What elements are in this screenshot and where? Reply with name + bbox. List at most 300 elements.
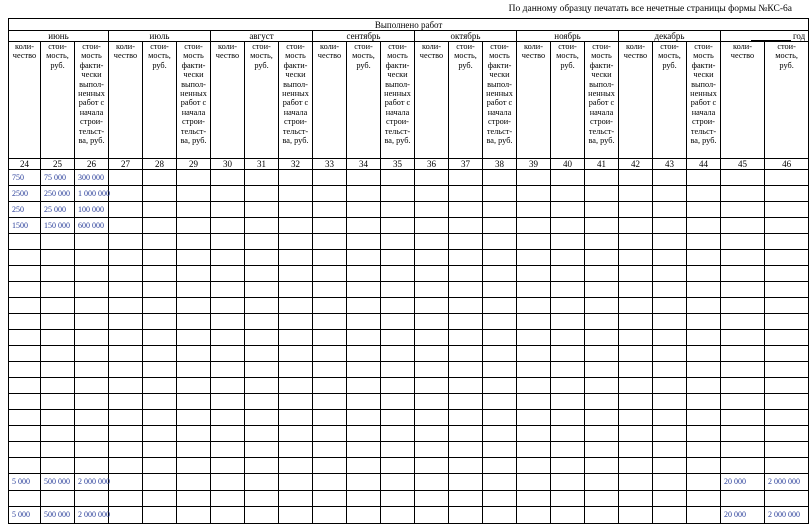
table-cell[interactable]	[245, 330, 279, 346]
table-cell[interactable]	[41, 426, 75, 442]
table-cell[interactable]	[177, 394, 211, 410]
table-cell[interactable]	[449, 282, 483, 298]
table-cell[interactable]	[721, 314, 765, 330]
table-cell[interactable]	[619, 410, 653, 426]
table-cell[interactable]	[177, 507, 211, 524]
table-cell[interactable]	[551, 458, 585, 474]
table-cell[interactable]	[765, 426, 809, 442]
table-cell[interactable]	[279, 394, 313, 410]
table-cell[interactable]	[41, 234, 75, 250]
table-cell[interactable]	[177, 266, 211, 282]
table-cell[interactable]	[211, 282, 245, 298]
table-cell[interactable]	[415, 394, 449, 410]
table-cell[interactable]	[41, 491, 75, 507]
table-cell[interactable]	[143, 314, 177, 330]
table-cell[interactable]	[313, 507, 347, 524]
table-cell[interactable]	[687, 394, 721, 410]
table-cell[interactable]	[619, 298, 653, 314]
table-cell[interactable]	[381, 218, 415, 234]
table-cell[interactable]	[687, 491, 721, 507]
table-cell[interactable]	[483, 282, 517, 298]
table-cell[interactable]	[9, 491, 41, 507]
table-cell[interactable]	[347, 218, 381, 234]
table-cell[interactable]	[415, 170, 449, 186]
table-cell[interactable]	[449, 474, 483, 491]
table-cell[interactable]	[551, 314, 585, 330]
table-cell[interactable]	[211, 491, 245, 507]
table-cell[interactable]: 5 000	[9, 474, 41, 491]
table-cell[interactable]	[619, 426, 653, 442]
table-cell[interactable]	[619, 474, 653, 491]
table-cell[interactable]	[245, 474, 279, 491]
table-cell[interactable]	[143, 394, 177, 410]
table-cell[interactable]	[653, 507, 687, 524]
table-cell[interactable]	[177, 362, 211, 378]
table-cell[interactable]	[721, 330, 765, 346]
table-cell[interactable]	[721, 491, 765, 507]
table-cell[interactable]	[585, 330, 619, 346]
table-cell[interactable]	[143, 266, 177, 282]
table-cell[interactable]	[347, 282, 381, 298]
table-cell[interactable]	[279, 491, 313, 507]
table-cell[interactable]	[109, 378, 143, 394]
table-cell[interactable]	[585, 234, 619, 250]
table-cell[interactable]	[551, 250, 585, 266]
table-cell[interactable]	[347, 170, 381, 186]
table-cell[interactable]	[109, 250, 143, 266]
table-cell[interactable]	[765, 362, 809, 378]
table-cell[interactable]	[75, 426, 109, 442]
table-cell[interactable]	[211, 266, 245, 282]
table-cell[interactable]	[313, 458, 347, 474]
table-cell[interactable]	[143, 378, 177, 394]
table-cell[interactable]	[177, 186, 211, 202]
table-cell[interactable]	[687, 218, 721, 234]
table-cell[interactable]	[721, 458, 765, 474]
table-cell[interactable]	[653, 426, 687, 442]
table-cell[interactable]: 1 000 000	[75, 186, 109, 202]
table-cell[interactable]	[483, 314, 517, 330]
table-cell[interactable]	[109, 507, 143, 524]
table-cell[interactable]	[143, 234, 177, 250]
table-cell[interactable]	[381, 202, 415, 218]
table-cell[interactable]	[483, 507, 517, 524]
table-cell[interactable]	[313, 378, 347, 394]
table-cell[interactable]	[765, 170, 809, 186]
table-cell[interactable]	[347, 250, 381, 266]
table-cell[interactable]	[449, 346, 483, 362]
table-cell[interactable]	[143, 426, 177, 442]
table-cell[interactable]	[313, 282, 347, 298]
table-cell[interactable]	[517, 378, 551, 394]
table-cell[interactable]	[347, 186, 381, 202]
table-cell[interactable]	[9, 362, 41, 378]
table-cell[interactable]	[143, 250, 177, 266]
table-cell[interactable]	[517, 491, 551, 507]
table-cell[interactable]	[721, 266, 765, 282]
table-cell[interactable]	[619, 362, 653, 378]
table-cell[interactable]	[765, 282, 809, 298]
table-cell[interactable]	[75, 442, 109, 458]
table-cell[interactable]	[75, 362, 109, 378]
table-cell[interactable]	[41, 250, 75, 266]
table-cell[interactable]	[619, 458, 653, 474]
table-cell[interactable]: 1500	[9, 218, 41, 234]
table-cell[interactable]	[517, 346, 551, 362]
table-cell[interactable]	[109, 330, 143, 346]
table-cell[interactable]	[449, 378, 483, 394]
table-cell[interactable]	[313, 491, 347, 507]
table-cell[interactable]	[313, 330, 347, 346]
table-cell[interactable]	[347, 378, 381, 394]
table-cell[interactable]	[517, 362, 551, 378]
table-cell[interactable]	[279, 298, 313, 314]
table-cell[interactable]	[313, 202, 347, 218]
table-cell[interactable]	[765, 250, 809, 266]
table-cell[interactable]	[75, 314, 109, 330]
table-cell[interactable]	[517, 282, 551, 298]
table-cell[interactable]	[517, 426, 551, 442]
table-cell[interactable]	[765, 330, 809, 346]
table-cell[interactable]	[653, 491, 687, 507]
table-cell[interactable]	[765, 346, 809, 362]
table-cell[interactable]	[313, 474, 347, 491]
table-cell[interactable]	[687, 170, 721, 186]
table-cell[interactable]	[9, 298, 41, 314]
table-cell[interactable]	[449, 362, 483, 378]
table-cell[interactable]: 2 000 000	[75, 507, 109, 524]
table-cell[interactable]	[9, 314, 41, 330]
table-cell[interactable]	[381, 394, 415, 410]
table-cell[interactable]	[449, 458, 483, 474]
table-cell[interactable]	[415, 458, 449, 474]
table-cell[interactable]	[449, 234, 483, 250]
table-cell[interactable]	[9, 282, 41, 298]
table-cell[interactable]	[415, 282, 449, 298]
table-cell[interactable]	[279, 218, 313, 234]
table-cell[interactable]	[41, 282, 75, 298]
table-cell[interactable]	[415, 314, 449, 330]
table-cell[interactable]	[653, 410, 687, 426]
table-cell[interactable]	[653, 362, 687, 378]
table-cell[interactable]	[41, 442, 75, 458]
table-cell[interactable]	[449, 410, 483, 426]
table-cell[interactable]	[619, 442, 653, 458]
table-cell[interactable]: 600 000	[75, 218, 109, 234]
table-cell[interactable]	[585, 507, 619, 524]
table-cell[interactable]	[109, 202, 143, 218]
table-cell[interactable]	[551, 298, 585, 314]
table-cell[interactable]	[279, 282, 313, 298]
table-cell[interactable]	[585, 442, 619, 458]
table-cell[interactable]	[381, 491, 415, 507]
table-cell[interactable]	[687, 186, 721, 202]
table-cell[interactable]	[551, 410, 585, 426]
table-cell[interactable]	[347, 426, 381, 442]
table-cell[interactable]	[381, 314, 415, 330]
table-cell[interactable]	[313, 266, 347, 282]
table-cell[interactable]	[585, 362, 619, 378]
table-cell[interactable]	[721, 250, 765, 266]
table-cell[interactable]	[109, 426, 143, 442]
table-cell[interactable]	[449, 250, 483, 266]
table-cell[interactable]	[245, 170, 279, 186]
table-cell[interactable]	[279, 378, 313, 394]
table-cell[interactable]	[211, 507, 245, 524]
table-cell[interactable]	[347, 507, 381, 524]
table-cell[interactable]	[381, 330, 415, 346]
table-cell[interactable]	[347, 394, 381, 410]
table-cell[interactable]: 2500	[9, 186, 41, 202]
table-cell[interactable]	[517, 458, 551, 474]
table-cell[interactable]	[765, 314, 809, 330]
table-cell[interactable]	[109, 218, 143, 234]
table-cell[interactable]	[245, 394, 279, 410]
table-cell[interactable]	[313, 234, 347, 250]
table-cell[interactable]	[381, 250, 415, 266]
table-cell[interactable]	[483, 330, 517, 346]
table-cell[interactable]	[381, 474, 415, 491]
table-cell[interactable]	[75, 330, 109, 346]
table-cell[interactable]	[653, 282, 687, 298]
table-cell[interactable]	[143, 346, 177, 362]
table-cell[interactable]	[483, 378, 517, 394]
table-cell[interactable]	[313, 362, 347, 378]
table-cell[interactable]	[585, 218, 619, 234]
table-cell[interactable]	[279, 426, 313, 442]
table-cell[interactable]	[653, 266, 687, 282]
table-cell[interactable]	[415, 250, 449, 266]
table-cell[interactable]	[381, 378, 415, 394]
table-cell[interactable]	[109, 362, 143, 378]
table-cell[interactable]	[415, 346, 449, 362]
table-cell[interactable]	[483, 250, 517, 266]
table-cell[interactable]	[585, 298, 619, 314]
table-cell[interactable]	[347, 458, 381, 474]
table-cell[interactable]	[381, 442, 415, 458]
table-cell[interactable]	[177, 410, 211, 426]
table-cell[interactable]	[517, 202, 551, 218]
table-cell[interactable]: 250 000	[41, 186, 75, 202]
table-cell[interactable]	[381, 426, 415, 442]
table-cell[interactable]	[415, 330, 449, 346]
table-cell[interactable]	[9, 458, 41, 474]
table-cell[interactable]	[619, 507, 653, 524]
table-cell[interactable]	[551, 474, 585, 491]
table-cell[interactable]	[9, 394, 41, 410]
table-cell[interactable]	[75, 491, 109, 507]
table-cell[interactable]	[415, 234, 449, 250]
table-cell[interactable]	[279, 314, 313, 330]
table-cell[interactable]	[75, 250, 109, 266]
table-cell[interactable]	[687, 330, 721, 346]
table-cell[interactable]	[687, 474, 721, 491]
table-cell[interactable]	[551, 170, 585, 186]
table-cell[interactable]	[619, 266, 653, 282]
table-cell[interactable]	[415, 378, 449, 394]
table-cell[interactable]	[721, 378, 765, 394]
table-cell[interactable]	[687, 507, 721, 524]
table-cell[interactable]	[551, 266, 585, 282]
table-cell[interactable]	[687, 346, 721, 362]
table-cell[interactable]	[449, 186, 483, 202]
table-cell[interactable]	[653, 474, 687, 491]
table-cell[interactable]	[245, 491, 279, 507]
table-cell[interactable]	[313, 346, 347, 362]
table-cell[interactable]	[109, 458, 143, 474]
table-cell[interactable]	[211, 202, 245, 218]
table-cell[interactable]	[109, 298, 143, 314]
table-cell[interactable]	[585, 474, 619, 491]
table-cell[interactable]	[347, 491, 381, 507]
table-cell[interactable]	[653, 378, 687, 394]
table-cell[interactable]: 100 000	[75, 202, 109, 218]
table-cell[interactable]	[347, 410, 381, 426]
table-cell[interactable]	[517, 442, 551, 458]
table-cell[interactable]	[177, 378, 211, 394]
table-cell[interactable]: 2 000 000	[765, 474, 809, 491]
table-cell[interactable]	[687, 426, 721, 442]
table-cell[interactable]: 500 000	[41, 474, 75, 491]
table-cell[interactable]	[619, 330, 653, 346]
table-cell[interactable]	[687, 202, 721, 218]
table-cell[interactable]	[721, 202, 765, 218]
table-cell[interactable]	[143, 170, 177, 186]
table-cell[interactable]	[619, 202, 653, 218]
table-cell[interactable]	[721, 346, 765, 362]
table-cell[interactable]	[765, 266, 809, 282]
table-cell[interactable]	[449, 507, 483, 524]
table-cell[interactable]	[211, 346, 245, 362]
table-cell[interactable]	[653, 170, 687, 186]
table-cell[interactable]	[449, 330, 483, 346]
table-cell[interactable]	[483, 410, 517, 426]
table-cell[interactable]	[177, 442, 211, 458]
table-cell[interactable]	[211, 298, 245, 314]
table-cell[interactable]	[245, 458, 279, 474]
table-cell[interactable]	[653, 458, 687, 474]
table-cell[interactable]	[313, 410, 347, 426]
table-cell[interactable]	[245, 186, 279, 202]
table-cell[interactable]	[75, 298, 109, 314]
table-cell[interactable]	[585, 394, 619, 410]
table-cell[interactable]	[517, 234, 551, 250]
table-cell[interactable]	[585, 426, 619, 442]
table-cell[interactable]	[143, 458, 177, 474]
table-cell[interactable]	[347, 202, 381, 218]
table-cell[interactable]	[109, 282, 143, 298]
table-cell[interactable]	[619, 186, 653, 202]
table-cell[interactable]	[279, 330, 313, 346]
table-cell[interactable]	[415, 491, 449, 507]
table-cell[interactable]	[143, 330, 177, 346]
table-cell[interactable]	[313, 314, 347, 330]
table-cell[interactable]	[765, 234, 809, 250]
table-cell[interactable]	[687, 314, 721, 330]
table-cell[interactable]	[75, 282, 109, 298]
table-cell[interactable]	[347, 346, 381, 362]
table-cell[interactable]	[211, 186, 245, 202]
table-cell[interactable]	[143, 474, 177, 491]
table-cell[interactable]	[347, 442, 381, 458]
table-cell[interactable]	[585, 314, 619, 330]
table-cell[interactable]	[551, 442, 585, 458]
table-cell[interactable]	[551, 507, 585, 524]
table-cell[interactable]	[211, 170, 245, 186]
table-cell[interactable]	[449, 314, 483, 330]
table-cell[interactable]	[109, 442, 143, 458]
table-cell[interactable]	[109, 410, 143, 426]
table-cell[interactable]: 2 000 000	[765, 507, 809, 524]
table-cell[interactable]	[41, 346, 75, 362]
table-cell[interactable]	[279, 410, 313, 426]
table-cell[interactable]: 75 000	[41, 170, 75, 186]
table-cell[interactable]	[143, 410, 177, 426]
table-cell[interactable]	[245, 298, 279, 314]
table-cell[interactable]	[313, 218, 347, 234]
table-cell[interactable]	[687, 458, 721, 474]
table-cell[interactable]	[211, 330, 245, 346]
table-cell[interactable]	[245, 202, 279, 218]
table-cell[interactable]	[721, 362, 765, 378]
table-cell[interactable]	[415, 218, 449, 234]
table-cell[interactable]	[687, 282, 721, 298]
table-cell[interactable]	[765, 442, 809, 458]
table-cell[interactable]	[765, 491, 809, 507]
table-cell[interactable]	[75, 234, 109, 250]
table-cell[interactable]	[721, 410, 765, 426]
table-cell[interactable]	[415, 362, 449, 378]
table-cell[interactable]	[41, 362, 75, 378]
table-cell[interactable]	[551, 362, 585, 378]
table-cell[interactable]	[177, 250, 211, 266]
table-cell[interactable]	[143, 282, 177, 298]
table-cell[interactable]	[415, 507, 449, 524]
table-cell[interactable]	[551, 491, 585, 507]
table-cell[interactable]	[313, 426, 347, 442]
table-cell[interactable]	[211, 250, 245, 266]
table-cell[interactable]	[177, 170, 211, 186]
table-cell[interactable]	[245, 282, 279, 298]
table-cell[interactable]	[765, 394, 809, 410]
table-cell[interactable]	[313, 170, 347, 186]
table-cell[interactable]	[211, 218, 245, 234]
table-cell[interactable]	[245, 442, 279, 458]
table-cell[interactable]	[279, 250, 313, 266]
table-cell[interactable]	[177, 234, 211, 250]
table-cell[interactable]	[551, 426, 585, 442]
table-cell[interactable]	[109, 394, 143, 410]
table-cell[interactable]	[585, 458, 619, 474]
table-cell[interactable]	[279, 442, 313, 458]
table-cell[interactable]	[653, 218, 687, 234]
table-cell[interactable]	[177, 314, 211, 330]
table-cell[interactable]	[313, 394, 347, 410]
table-cell[interactable]	[653, 394, 687, 410]
table-cell[interactable]	[415, 442, 449, 458]
table-cell[interactable]	[9, 266, 41, 282]
table-cell[interactable]	[551, 346, 585, 362]
table-cell[interactable]	[313, 442, 347, 458]
table-cell[interactable]	[619, 378, 653, 394]
table-cell[interactable]	[653, 186, 687, 202]
table-cell[interactable]	[653, 250, 687, 266]
table-cell[interactable]	[517, 394, 551, 410]
table-cell[interactable]	[245, 218, 279, 234]
table-cell[interactable]	[483, 186, 517, 202]
table-cell[interactable]	[721, 442, 765, 458]
table-cell[interactable]	[245, 346, 279, 362]
